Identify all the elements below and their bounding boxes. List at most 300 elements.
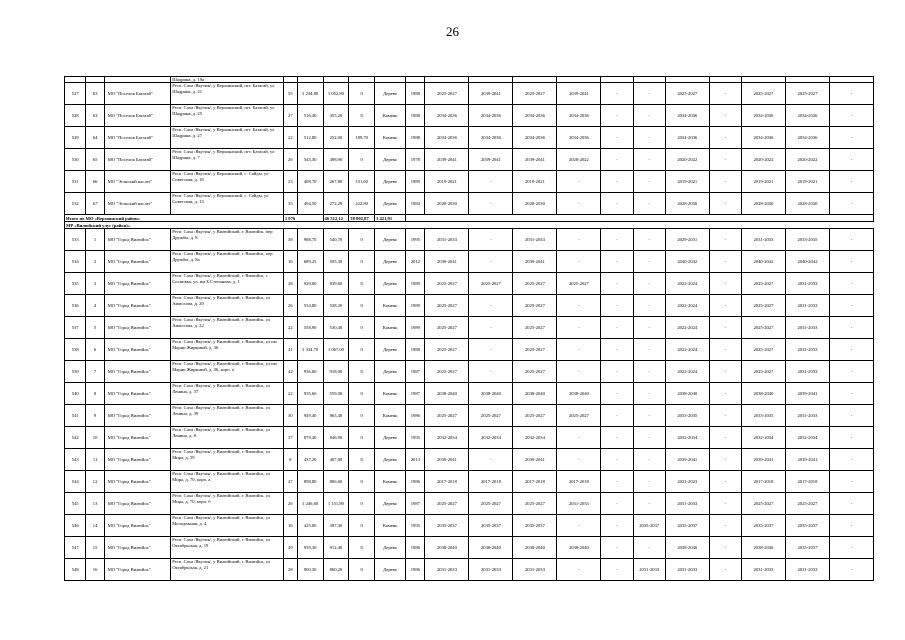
period-1: 2035-2037 <box>425 515 469 537</box>
period-6: - <box>633 273 665 295</box>
period-3: 2039-2041 <box>513 149 557 171</box>
nonliving-area: 0 <box>349 273 375 295</box>
nonliving-area: 0 <box>349 427 375 449</box>
period-3: 2034-2036 <box>513 105 557 127</box>
local-index: 15 <box>86 537 104 559</box>
wall-material: Дерево <box>375 83 406 105</box>
period-2: 2025-2027 <box>469 493 513 515</box>
housing-table <box>64 76 874 581</box>
wall-material: Камень <box>375 127 406 149</box>
period-7: 2038-2040 <box>665 383 709 405</box>
row-number: 535 <box>65 273 86 295</box>
total-area: 558,90 <box>297 317 323 339</box>
local-index: 7 <box>86 361 104 383</box>
period-8: - <box>709 361 741 383</box>
period-1: 2031-2033 <box>425 559 469 581</box>
apartments: 49 <box>283 537 297 559</box>
nonliving-area: 0 <box>349 317 375 339</box>
living-area: 559,00 <box>323 383 349 405</box>
period-1: 2025-2027 <box>425 273 469 295</box>
page-number: 26 <box>446 24 459 39</box>
total-area: 959,30 <box>297 537 323 559</box>
period-7: 2019-2021 <box>665 171 709 193</box>
wall-material: Камень <box>375 105 406 127</box>
period-9: 2025-2027 <box>741 295 785 317</box>
period-4: - <box>557 559 601 581</box>
period-10: 2034-2036 <box>785 127 829 149</box>
row-number: 533 <box>65 229 86 251</box>
table-row <box>65 149 874 171</box>
period-2: 2039-2041 <box>469 83 513 105</box>
period-1: 2025-2027 <box>425 317 469 339</box>
period-6: - <box>633 105 665 127</box>
period-2: 2035-2037 <box>469 515 513 537</box>
period-1: 2025-2027 <box>425 83 469 105</box>
period-7: 2022-2024 <box>665 339 709 361</box>
apartments: 47 <box>283 471 297 493</box>
build-year: 1986 <box>406 537 425 559</box>
summary-value: 3 421,91 <box>375 215 406 222</box>
apartments: 23 <box>283 171 297 193</box>
total-area: 494,50 <box>297 193 323 215</box>
municipality: МО "Поселок Батагай" <box>104 83 171 105</box>
period-1: 2038-2040 <box>425 537 469 559</box>
period-2: - <box>469 171 513 193</box>
period-11: - <box>829 361 873 383</box>
local-index: 8 <box>86 383 104 405</box>
total-area: 879,40 <box>297 427 323 449</box>
period-7: 2039-2041 <box>665 449 709 471</box>
address: Респ. Саха /Якутия/, у Вилюйский, г. Вилюйск, ул Октябрьская, д. 21 <box>171 559 284 581</box>
period-4: 2034-2036 <box>557 105 601 127</box>
period-6: 2035-2037 <box>633 515 665 537</box>
nonliving-area: 0 <box>349 251 375 273</box>
period-2: 2038-2040 <box>469 383 513 405</box>
total-area: 936,60 <box>297 361 323 383</box>
period-3: 2017-2018 <box>513 471 557 493</box>
municipality: МО "Город Вилюйск" <box>104 273 171 295</box>
period-2: - <box>469 339 513 361</box>
period-6: - <box>633 317 665 339</box>
municipality: МО "Город Вилюйск" <box>104 317 171 339</box>
build-year: 1995 <box>406 515 425 537</box>
local-index: 2 <box>86 251 104 273</box>
period-10: 2025-2027 <box>785 493 829 515</box>
local-index: 10 <box>86 427 104 449</box>
wall-material: Дерево <box>375 251 406 273</box>
row-number: 532 <box>65 193 86 215</box>
period-2: 2032-2034 <box>469 427 513 449</box>
address: Респ. Саха /Якутия/, у Вилюйский, г. Вилюйск, ул Мира, д. 70, корп. а <box>171 471 284 493</box>
total-area: 512,80 <box>297 127 323 149</box>
apartments: 42 <box>283 361 297 383</box>
period-10: 2035-2037 <box>785 515 829 537</box>
address: Респ. Саха /Якутия/, у Вилюйский, г. Вилюйск, ул Октябрьская, д. 19 <box>171 537 284 559</box>
period-1: 2025-2027 <box>425 405 469 427</box>
period-5: - <box>601 317 633 339</box>
period-3: 2028-2030 <box>513 193 557 215</box>
period-7: 2040-2042 <box>665 251 709 273</box>
nonliving-area: 0 <box>349 295 375 317</box>
period-7: 2021-2023 <box>665 471 709 493</box>
period-8: - <box>709 471 741 493</box>
row-number: 541 <box>65 405 86 427</box>
living-area: 498,90 <box>323 149 349 171</box>
build-year: 2012 <box>406 251 425 273</box>
summary-row <box>65 215 874 222</box>
address: Респ. Саха /Якутия/, у Верхоянский, пгт. Батагай, ул Шадрина, д. 7 <box>171 149 284 171</box>
municipality: МО "Город Вилюйск" <box>104 471 171 493</box>
apartments: 28 <box>283 273 297 295</box>
local-index: 65 <box>86 149 104 171</box>
period-6: - <box>633 427 665 449</box>
row-number: 546 <box>65 515 86 537</box>
period-7: 2034-2036 <box>665 127 709 149</box>
living-area: 863,40 <box>323 405 349 427</box>
period-11: - <box>829 317 873 339</box>
table-row <box>65 515 874 537</box>
period-5: - <box>601 83 633 105</box>
period-5: - <box>601 171 633 193</box>
wall-material: Дерево <box>375 171 406 193</box>
period-4: - <box>557 361 601 383</box>
local-index: 64 <box>86 127 104 149</box>
row-number: 542 <box>65 427 86 449</box>
municipality: МО "Эгэнский наслег" <box>104 171 171 193</box>
period-4: 2025-2027 <box>557 273 601 295</box>
table-row <box>65 361 874 383</box>
period-3: 2025-2027 <box>513 317 557 339</box>
period-2: - <box>469 251 513 273</box>
period-9: 2028-2030 <box>741 193 785 215</box>
row-number: 538 <box>65 339 86 361</box>
period-1: 2025-2027 <box>425 361 469 383</box>
nonliving-area: 0 <box>349 105 375 127</box>
period-11: - <box>829 339 873 361</box>
local-index: 16 <box>86 559 104 581</box>
table-row <box>65 427 874 449</box>
period-5: - <box>601 515 633 537</box>
local-index: 14 <box>86 515 104 537</box>
address: Респ. Саха /Якутия/, у Верхоянский, с. Сайды, ул Советская, д. 13 <box>171 193 284 215</box>
period-5: - <box>601 295 633 317</box>
local-index: 1 <box>86 229 104 251</box>
period-8: - <box>709 193 741 215</box>
address: Респ. Саха /Якутия/, у Вилюйский, г. Вилюйск, ул Молодежная, д. 4 <box>171 515 284 537</box>
municipality: МО "Город Вилюйск" <box>104 361 171 383</box>
period-11: - <box>829 493 873 515</box>
build-year: 1988 <box>406 83 425 105</box>
period-2: 2031-2033 <box>469 559 513 581</box>
row-number: 545 <box>65 493 86 515</box>
build-year: 1987 <box>406 383 425 405</box>
build-year: 1989 <box>406 273 425 295</box>
period-10: 2031-2033 <box>785 405 829 427</box>
period-10: 2031-2033 <box>785 361 829 383</box>
living-area: 455,20 <box>323 105 349 127</box>
period-4: 2038-2040 <box>557 383 601 405</box>
living-area: 407,00 <box>323 449 349 471</box>
period-9: 2039-2041 <box>741 449 785 471</box>
living-area: 252,00 <box>323 127 349 149</box>
living-area: 387,30 <box>323 515 349 537</box>
period-6: - <box>633 449 665 471</box>
period-3: 2035-2037 <box>513 515 557 537</box>
living-area: 1 052,80 <box>323 83 349 105</box>
nonliving-area: 0 <box>349 493 375 515</box>
period-1: 2034-2036 <box>425 105 469 127</box>
living-area: 860,20 <box>323 559 349 581</box>
period-4: - <box>557 515 601 537</box>
period-3: 2025-2027 <box>513 361 557 383</box>
apartments: 41 <box>283 339 297 361</box>
period-7: 2022-2024 <box>665 317 709 339</box>
municipality: МО "Город Вилюйск" <box>104 295 171 317</box>
period-7: 2035-2037 <box>665 515 709 537</box>
period-1: 2039-2041 <box>425 149 469 171</box>
table-row <box>65 127 874 149</box>
period-9: 2032-2034 <box>741 427 785 449</box>
period-8: - <box>709 427 741 449</box>
period-2: 2034-2036 <box>469 105 513 127</box>
period-8: - <box>709 83 741 105</box>
period-1: 2025-2027 <box>425 493 469 515</box>
apartments: 55 <box>283 83 297 105</box>
build-year: 1986 <box>406 471 425 493</box>
municipality: МО "Город Вилюйск" <box>104 537 171 559</box>
table-row <box>65 295 874 317</box>
row-number: 543 <box>65 449 86 471</box>
period-5: - <box>601 127 633 149</box>
table-row <box>65 83 874 105</box>
period-3: 2038-2040 <box>513 537 557 559</box>
period-2: - <box>469 295 513 317</box>
build-year: 1984 <box>406 193 425 215</box>
period-11: - <box>829 295 873 317</box>
municipality: МО "Город Вилюйск" <box>104 251 171 273</box>
period-10: 2035-2037 <box>785 537 829 559</box>
period-9: 2033-2035 <box>741 405 785 427</box>
period-10: 2040-2042 <box>785 251 829 273</box>
table-row <box>65 339 874 361</box>
period-10: 2020-2022 <box>785 149 829 171</box>
period-4: - <box>557 229 601 251</box>
wall-material: Камень <box>375 295 406 317</box>
period-1: 2019-2021 <box>425 171 469 193</box>
period-7: 2038-2040 <box>665 537 709 559</box>
total-area: 898,80 <box>297 471 323 493</box>
build-year: 1989 <box>406 171 425 193</box>
period-10: 2031-2033 <box>785 295 829 317</box>
row-number: 527 <box>65 83 86 105</box>
address: Шадрина, д. 19а <box>171 77 284 83</box>
total-area: 543,30 <box>297 149 323 171</box>
build-year: 1988 <box>406 339 425 361</box>
period-2: 2017-2018 <box>469 471 513 493</box>
nonliving-area: 0 <box>349 471 375 493</box>
period-9: 2031-2033 <box>741 229 785 251</box>
wall-material: Дерево <box>375 229 406 251</box>
municipality: МО "Поселок Батагай" <box>104 149 171 171</box>
wall-material: Дерево <box>375 193 406 215</box>
period-7: 2031-2033 <box>665 559 709 581</box>
total-area: 900,30 <box>297 559 323 581</box>
living-area: 528,20 <box>323 295 349 317</box>
local-index: 11 <box>86 449 104 471</box>
living-area: 540,70 <box>323 229 349 251</box>
address: Респ. Саха /Якутия/, у Вилюйский, г. Вилюйск, ул им Марии Жирковой, д. 36, корп. а <box>171 361 284 383</box>
period-9: 2025-2027 <box>741 317 785 339</box>
apartments: 26 <box>283 493 297 515</box>
summary-value: 38 002,87 <box>349 215 375 222</box>
table-row <box>65 383 874 405</box>
municipality: МО "Поселок Батагай" <box>104 127 171 149</box>
apartments: 8 <box>283 449 297 471</box>
period-7: 2022-2024 <box>665 295 709 317</box>
wall-material: Дерево <box>375 339 406 361</box>
summary-label: Итого по МО «Верхоянский район» <box>65 215 284 222</box>
living-area: 267,80 <box>323 171 349 193</box>
apartments: 28 <box>283 559 297 581</box>
period-10: 2032-2034 <box>785 427 829 449</box>
row-number: 531 <box>65 171 86 193</box>
period-5: - <box>601 273 633 295</box>
period-5: - <box>601 361 633 383</box>
period-2: 2038-2040 <box>469 537 513 559</box>
row-number: 528 <box>65 105 86 127</box>
municipality: МО "Город Вилюйск" <box>104 383 171 405</box>
row-number: 537 <box>65 317 86 339</box>
period-9: 2020-2022 <box>741 149 785 171</box>
period-6: - <box>633 171 665 193</box>
nonliving-area: 0 <box>349 229 375 251</box>
period-5: - <box>601 405 633 427</box>
wall-material: Камень <box>375 515 406 537</box>
period-7: 2033-2035 <box>665 405 709 427</box>
period-11: - <box>829 449 873 471</box>
period-3: 2025-2027 <box>513 339 557 361</box>
total-area: 425,00 <box>297 515 323 537</box>
address: Респ. Саха /Якутия/, у Верхоянский, пгт. Батагай, ул Шадрина, д. 25 <box>171 105 284 127</box>
period-4: - <box>557 251 601 273</box>
total-area: 1 334,70 <box>297 339 323 361</box>
period-2: 2025-2027 <box>469 405 513 427</box>
living-area: 1 151,80 <box>323 493 349 515</box>
period-7: 2022-2024 <box>665 273 709 295</box>
period-10: 2039-2041 <box>785 449 829 471</box>
local-index: 9 <box>86 405 104 427</box>
section-title: МР «Вилюйский улус (район)» <box>65 222 874 229</box>
period-9: 2035-2037 <box>741 515 785 537</box>
build-year: 1988 <box>406 105 425 127</box>
municipality: МО "Город Вилюйск" <box>104 339 171 361</box>
period-3: 2025-2027 <box>513 405 557 427</box>
period-7: 2034-2036 <box>665 105 709 127</box>
period-1: 2038-2040 <box>425 383 469 405</box>
local-index: 63 <box>86 105 104 127</box>
address: Респ. Саха /Якутия/, у Верхоянский, пгт. Батагай, ул Шадрина, д. 27 <box>171 127 284 149</box>
address: Респ. Саха /Якутия/, у Вилюйский, г. Вилюйск, ул Ленина, д. 37 <box>171 383 284 405</box>
nonliving-area: 0 <box>349 361 375 383</box>
period-4: - <box>557 193 601 215</box>
address: Респ. Саха /Якутия/, у Верхоянский, с. Сайды, ул Советская, д. 18 <box>171 171 284 193</box>
period-2: - <box>469 449 513 471</box>
period-8: - <box>709 383 741 405</box>
total-area: 1 246,60 <box>297 493 323 515</box>
period-2: - <box>469 361 513 383</box>
apartments: 35 <box>283 193 297 215</box>
period-8: - <box>709 449 741 471</box>
period-3: 2031-2033 <box>513 559 557 581</box>
local-index: 67 <box>86 193 104 215</box>
period-8: - <box>709 493 741 515</box>
table-row <box>65 193 874 215</box>
period-9: 2025-2027 <box>741 339 785 361</box>
row-number: 547 <box>65 537 86 559</box>
living-area: 912,40 <box>323 537 349 559</box>
row-number: 544 <box>65 471 86 493</box>
local-index: 63 <box>86 83 104 105</box>
row-number: 539 <box>65 361 86 383</box>
nonliving-area: 0 <box>349 537 375 559</box>
period-11: - <box>829 515 873 537</box>
period-4: 2020-2022 <box>557 149 601 171</box>
apartments: 26 <box>283 149 297 171</box>
period-6: - <box>633 339 665 361</box>
period-7: 2032-2034 <box>665 427 709 449</box>
period-8: - <box>709 317 741 339</box>
period-4: - <box>557 295 601 317</box>
total-area: 929,00 <box>297 273 323 295</box>
table-row <box>65 171 874 193</box>
local-index: 66 <box>86 171 104 193</box>
total-area: 1 234,80 <box>297 83 323 105</box>
apartments: 38 <box>283 229 297 251</box>
period-1: 2025-2027 <box>425 295 469 317</box>
period-11: - <box>829 193 873 215</box>
period-8: - <box>709 295 741 317</box>
nonliving-area: 0 <box>349 149 375 171</box>
period-9: 2034-2036 <box>741 127 785 149</box>
total-area: 689,25 <box>297 251 323 273</box>
wall-material: Камень <box>375 405 406 427</box>
local-index: 13 <box>86 493 104 515</box>
period-11: - <box>829 229 873 251</box>
period-6: - <box>633 127 665 149</box>
total-area: 437,20 <box>297 449 323 471</box>
period-8: - <box>709 149 741 171</box>
total-area: 554,80 <box>297 295 323 317</box>
address: Респ. Саха /Якутия/, у Вилюйский, г. Вилюйск, ул Мира, д. 59 <box>171 449 284 471</box>
period-9: 2038-2040 <box>741 383 785 405</box>
period-10: 2031-2033 <box>785 273 829 295</box>
address: Респ. Саха /Якутия/, у Вилюйский, г. Вилюйск, пер Дружбы, д. 8 <box>171 229 284 251</box>
wall-material: Дерево <box>375 361 406 383</box>
period-5: - <box>601 229 633 251</box>
period-10: 2033-2035 <box>785 229 829 251</box>
period-2: - <box>469 229 513 251</box>
period-11: - <box>829 149 873 171</box>
period-11: - <box>829 383 873 405</box>
local-index: 3 <box>86 273 104 295</box>
table-row <box>65 559 874 581</box>
row-number: 529 <box>65 127 86 149</box>
apartments: 22 <box>283 317 297 339</box>
period-6: - <box>633 361 665 383</box>
section-row <box>65 222 874 229</box>
apartments: 27 <box>283 105 297 127</box>
period-4: 2039-2041 <box>557 83 601 105</box>
